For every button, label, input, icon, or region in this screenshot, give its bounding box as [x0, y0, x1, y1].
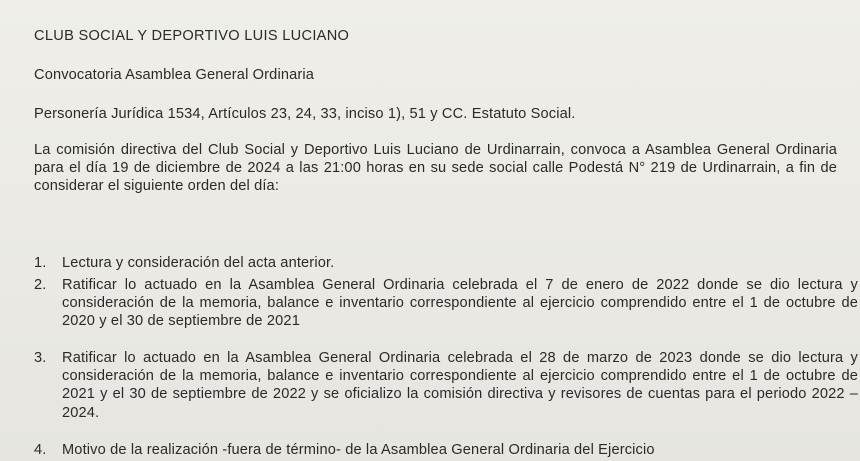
document-subtitle: Convocatoria Asamblea General Ordinaria [34, 67, 315, 83]
agenda-item-text: Ratificar lo actuado en la Asamblea General Ordinaria celebrada el 7 de enero de 2022 donde se dio lectura y consideración de la memoria, balance e inventario correspondiente al ejercicio comprendido entre el 1 de octubre de 2020 y el 30 de septiembre de 2021 [62, 277, 858, 330]
agenda-item-text: Motivo de la realización -fuera de término- de la Asamblea General Ordinaria del Ejercicio [62, 442, 655, 458]
intro-paragraph: La comisión directiva del Club Social y Deportivo Luis Luciano de Urdinarrain, convoca a Asamblea General Ordinaria para el día 19 de diciembre de 2024 a las 21:00 horas en su sede social calle Podestá N° 219 de Urdinarrain, a fin de considerar el siguiente orden del día: [34, 142, 837, 195]
agenda-item-text: Lectura y consideración del acta anterior. [62, 255, 335, 271]
agenda-item-text: Ratificar lo actuado en la Asamblea General Ordinaria celebrada el 28 de marzo de 2023 donde se dio lectura y consideración de la memoria, balance e inventario correspondiente al ejercicio comprendido entre el 1 de octubre de 2021 y el 30 de septiembre de 2022 y se oficializo la comisión directiva y revisores de cuentas para el periodo 2022 – 2024. [62, 350, 858, 421]
document-title: CLUB SOCIAL Y DEPORTIVO LUIS LUCIANO [34, 28, 350, 44]
agenda-item-number: 2. [34, 277, 47, 293]
agenda-item-number: 1. [34, 255, 47, 271]
agenda-item-number: 4. [34, 442, 47, 458]
legal-reference: Personería Jurídica 1534, Artículos 23, 24, 33, inciso 1), 51 y CC. Estatuto Social. [34, 106, 576, 122]
agenda-item-number: 3. [34, 350, 47, 366]
